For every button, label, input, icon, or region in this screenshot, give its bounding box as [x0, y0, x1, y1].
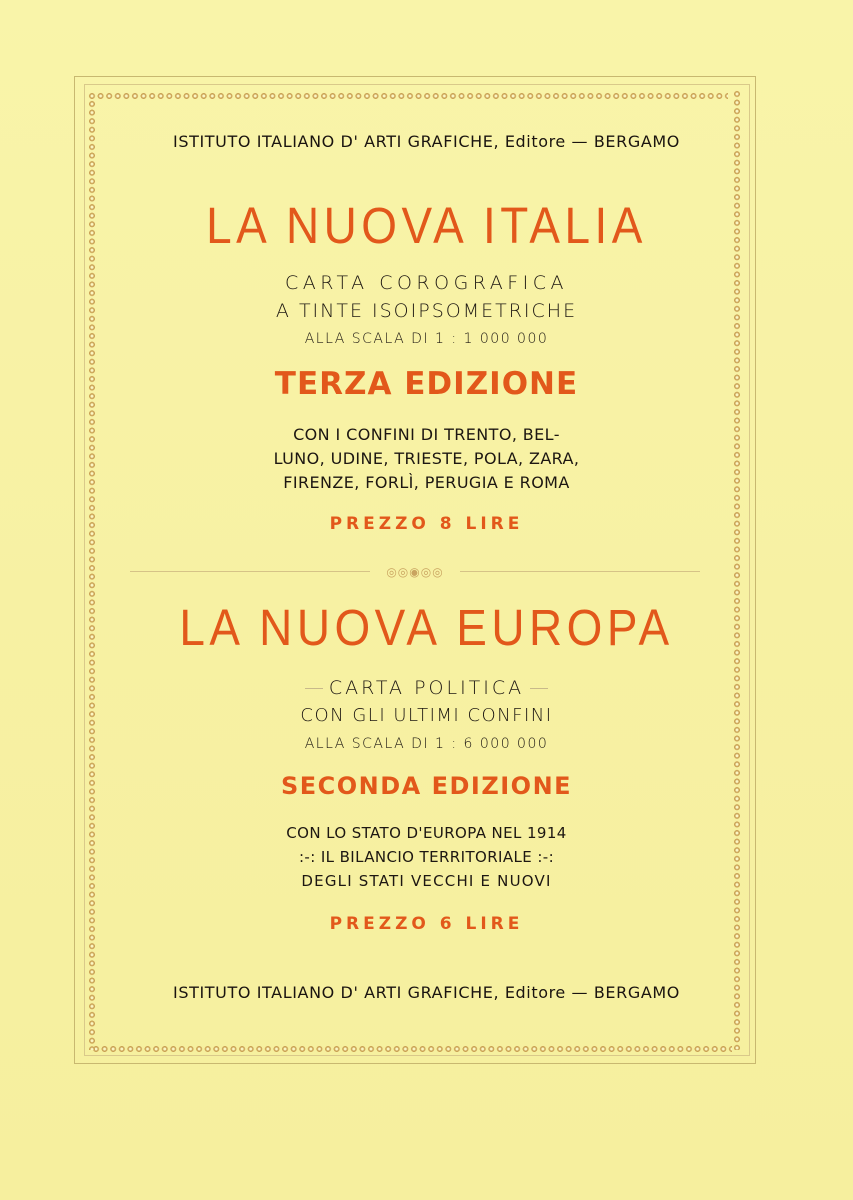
dotted-border-left: [88, 100, 96, 1050]
europa-edition: SECONDA EDIZIONE: [280, 772, 573, 800]
footer-publisher: ISTITUTO ITALIANO D' ARTI GRAFICHE, Editore — BERGAMO: [173, 983, 680, 1002]
header-publisher: ISTITUTO ITALIANO D' ARTI GRAFICHE, Editore — BERGAMO: [173, 132, 680, 151]
dash-right: [530, 688, 548, 689]
italia-text-3: FIRENZE, FORLÌ, PERUGIA E ROMA: [283, 473, 570, 492]
italia-text-2: LUNO, UDINE, TRIESTE, POLA, ZARA,: [273, 449, 580, 468]
divider-left: [130, 571, 370, 572]
italia-text-1: CON I CONFINI DI TRENTO, BEL-: [293, 425, 560, 444]
europa-subtitle-2: CON GLI ULTIMI CONFINI: [300, 705, 553, 726]
dash-left: [305, 688, 323, 689]
dotted-border-top: [88, 92, 728, 100]
europa-title: LA NUOVA EUROPA: [179, 599, 674, 656]
divider-right: [460, 571, 700, 572]
europa-subtitle-1: CARTA POLITICA: [328, 677, 525, 699]
dotted-border-right: [733, 90, 741, 1050]
italia-edition: TERZA EDIZIONE: [274, 366, 579, 402]
italia-price: PREZZO 8 LIRE: [329, 514, 524, 534]
europa-text-2: :-: IL BILANCIO TERRITORIALE :-:: [298, 848, 555, 866]
italia-subtitle-1: CARTA COROGRAFICA: [284, 272, 569, 294]
ornament-icon: ◎◎◉◎◎: [386, 565, 444, 579]
italia-scale: ALLA SCALA DI 1 : 1 000 000: [304, 331, 549, 347]
italia-title: LA NUOVA ITALIA: [206, 197, 647, 254]
europa-text-1: CON LO STATO D'EUROPA NEL 1914: [286, 824, 567, 842]
dotted-border-bottom: [92, 1045, 732, 1053]
europa-text-3: DEGLI STATI VECCHI E NUOVI: [301, 872, 552, 890]
europa-subtitle-1-row: [90, 677, 763, 699]
europa-price: PREZZO 6 LIRE: [329, 914, 524, 934]
italia-subtitle-2: A TINTE ISOIPSOMETRICHE: [275, 300, 578, 322]
europa-scale: ALLA SCALA DI 1 : 6 000 000: [304, 736, 549, 752]
